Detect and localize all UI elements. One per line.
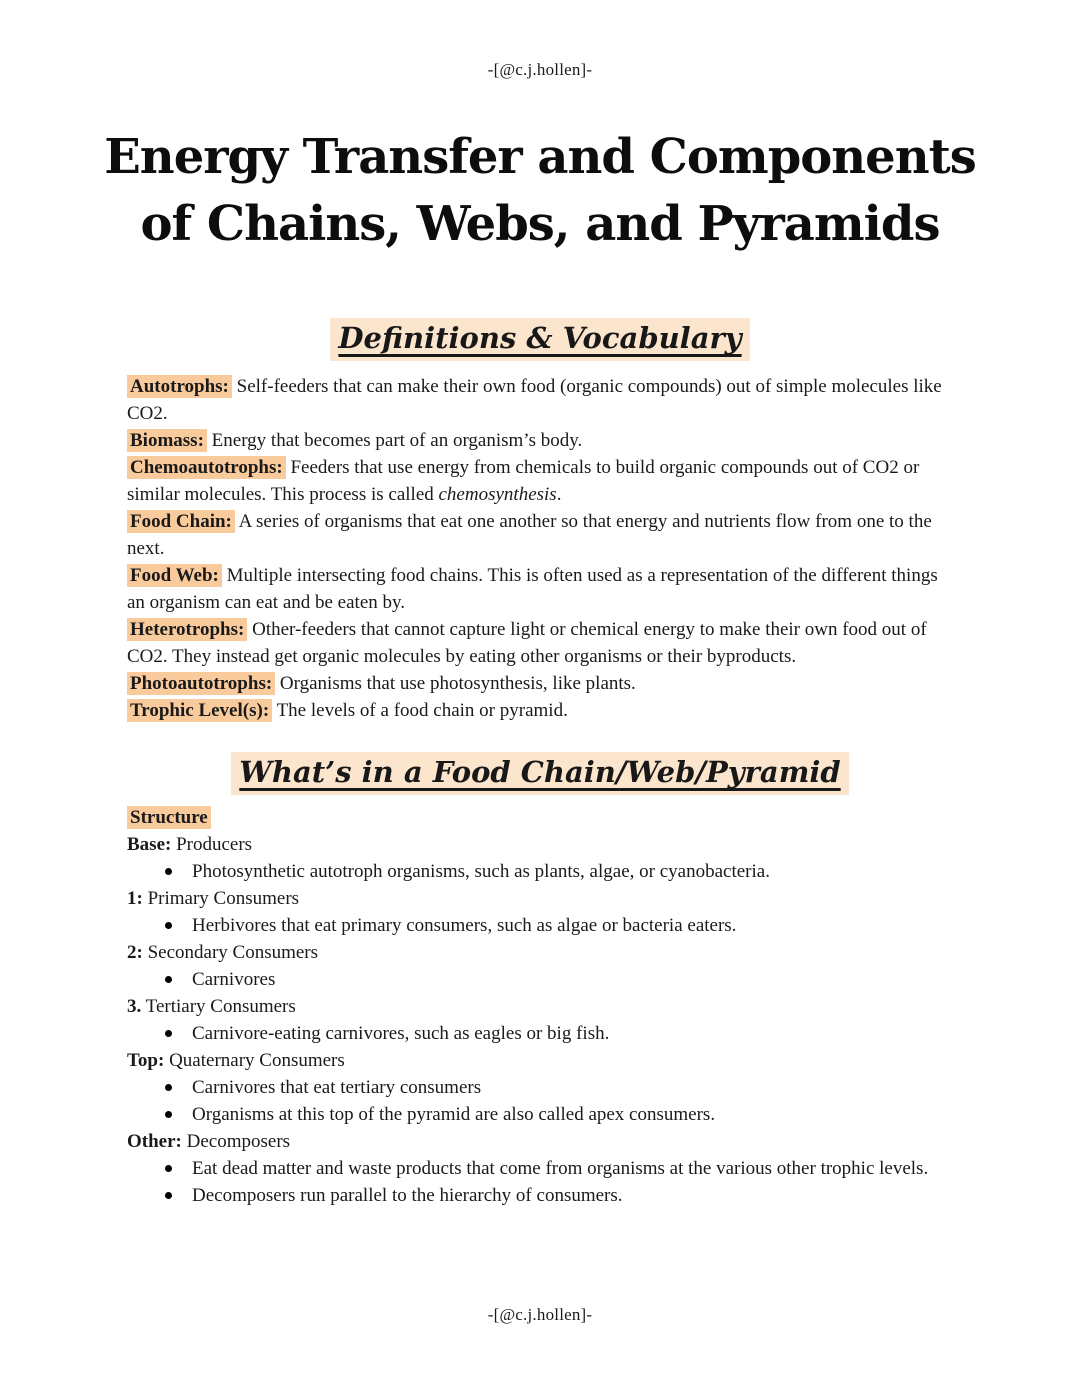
definition-text: Organisms that use photosynthesis, like plants. bbox=[279, 673, 636, 694]
level-prefix: Other: bbox=[127, 1131, 182, 1152]
structure-subheading-highlight: Structure bbox=[127, 806, 211, 829]
term-highlight: Trophic Level(s): bbox=[127, 699, 272, 722]
definitions-list bbox=[127, 373, 953, 724]
bullet-item bbox=[127, 1182, 953, 1209]
section-heading-definitions bbox=[330, 318, 749, 361]
definition-row-trophic-levels bbox=[127, 697, 953, 724]
footer-text: -[@c.j.hollen]- bbox=[487, 1305, 593, 1324]
section-heading-definitions-text: Definitions & Vocabulary bbox=[338, 321, 742, 355]
level-name: Tertiary Consumers bbox=[145, 996, 296, 1017]
bullet-dot-icon bbox=[165, 1165, 172, 1172]
level-name: Secondary Consumers bbox=[147, 942, 319, 963]
definition-row-heterotrophs bbox=[127, 616, 953, 670]
definition-row-biomass bbox=[127, 427, 953, 454]
term-highlight: Biomass: bbox=[127, 429, 207, 452]
level-name: Decomposers bbox=[186, 1131, 291, 1152]
bullet-dot-icon bbox=[165, 1192, 172, 1199]
level-name: Quaternary Consumers bbox=[169, 1050, 345, 1071]
bullet-text: Organisms at this top of the pyramid are also called apex consumers. bbox=[192, 1104, 716, 1125]
bullet-item bbox=[127, 966, 953, 993]
level-name: Primary Consumers bbox=[147, 888, 300, 909]
level-row-top bbox=[127, 1047, 953, 1074]
section-heading-wrap-structure bbox=[0, 752, 1080, 795]
bullet-text: Photosynthetic autotroph organisms, such as plants, algae, or cyanobacteria. bbox=[192, 861, 770, 882]
term-highlight: Food Web: bbox=[127, 564, 222, 587]
level-name: Producers bbox=[176, 834, 253, 855]
term-highlight: Photoautotrophs: bbox=[127, 672, 275, 695]
structure-subheading-row bbox=[127, 804, 953, 831]
bullet-item bbox=[127, 1074, 953, 1101]
bullet-text: Decomposers run parallel to the hierarchy of consumers. bbox=[192, 1185, 623, 1206]
bullet-dot-icon bbox=[165, 868, 172, 875]
definition-text: The levels of a food chain or pyramid. bbox=[276, 700, 568, 721]
level-prefix: 3. bbox=[127, 996, 142, 1017]
header-text: -[@c.j.hollen]- bbox=[487, 60, 593, 79]
bullet-item bbox=[127, 1155, 953, 1182]
bullet-item bbox=[127, 1101, 953, 1128]
definition-text: Self-feeders that can make their own food (organic compounds) out of simple molecules like CO2. bbox=[127, 376, 942, 424]
bullet-item bbox=[127, 858, 953, 885]
level-prefix: Base: bbox=[127, 834, 172, 855]
document-title bbox=[0, 124, 1080, 258]
definition-row-food-chain bbox=[127, 508, 953, 562]
bullet-dot-icon bbox=[165, 1030, 172, 1037]
bullet-text: Herbivores that eat primary consumers, such as algae or bacteria eaters. bbox=[192, 915, 737, 936]
document-title-line2: of Chains, Webs, and Pyramids bbox=[140, 196, 940, 252]
definition-row-autotrophs bbox=[127, 373, 953, 427]
level-row-other bbox=[127, 1128, 953, 1155]
definition-text: Feeders that use energy from chemicals to build organic compounds out of CO2 or similar molecules. This process is called bbox=[127, 457, 920, 505]
level-prefix: 2: bbox=[127, 942, 143, 963]
bullet-dot-icon bbox=[165, 922, 172, 929]
level-row-tertiary bbox=[127, 993, 953, 1020]
bullet-dot-icon bbox=[165, 1084, 172, 1091]
definition-row-food-web bbox=[127, 562, 953, 616]
bullet-dot-icon bbox=[165, 976, 172, 983]
document-title-line1: Energy Transfer and Components bbox=[104, 129, 976, 185]
section-heading-structure-text: What’s in a Food Chain/Web/Pyramid bbox=[239, 755, 841, 789]
definition-row-chemoautotrophs bbox=[127, 454, 953, 508]
level-prefix: Top: bbox=[127, 1050, 165, 1071]
bullet-text: Carnivores bbox=[192, 969, 276, 990]
definition-text-after: . bbox=[556, 484, 562, 505]
level-row-primary bbox=[127, 885, 953, 912]
definition-text: A series of organisms that eat one another so that energy and nutrients flow from one to the next. bbox=[127, 511, 932, 559]
level-row-base bbox=[127, 831, 953, 858]
section-heading-structure bbox=[231, 752, 848, 795]
definition-text: Multiple intersecting food chains. This is often used as a representation of the different things an organism can eat and be eaten by. bbox=[127, 565, 938, 613]
bullet-text: Carnivores that eat tertiary consumers bbox=[192, 1077, 482, 1098]
bullet-text: Eat dead matter and waste products that come from organisms at the various other trophic levels. bbox=[192, 1158, 929, 1179]
bullet-dot-icon bbox=[165, 1111, 172, 1118]
definition-italic-text: chemosynthesis bbox=[438, 484, 557, 505]
definition-row-photoautotrophs bbox=[127, 670, 953, 697]
definition-text: Energy that becomes part of an organism’s body. bbox=[211, 430, 583, 451]
term-highlight: Autotrophs: bbox=[127, 375, 232, 398]
term-highlight: Chemoautotrophs: bbox=[127, 456, 286, 479]
level-prefix: 1: bbox=[127, 888, 143, 909]
term-highlight: Heterotrophs: bbox=[127, 618, 247, 641]
bullet-item bbox=[127, 912, 953, 939]
bullet-text: Carnivore-eating carnivores, such as eagles or big fish. bbox=[192, 1023, 610, 1044]
term-highlight: Food Chain: bbox=[127, 510, 235, 533]
bullet-item bbox=[127, 1020, 953, 1047]
level-row-secondary bbox=[127, 939, 953, 966]
definition-text: Other-feeders that cannot capture light or chemical energy to make their own food out of CO2. They instead get organic molecules by eating other organisms or their byproducts. bbox=[127, 619, 927, 667]
section-heading-wrap-definitions bbox=[0, 318, 1080, 361]
structure-list bbox=[127, 804, 953, 1209]
